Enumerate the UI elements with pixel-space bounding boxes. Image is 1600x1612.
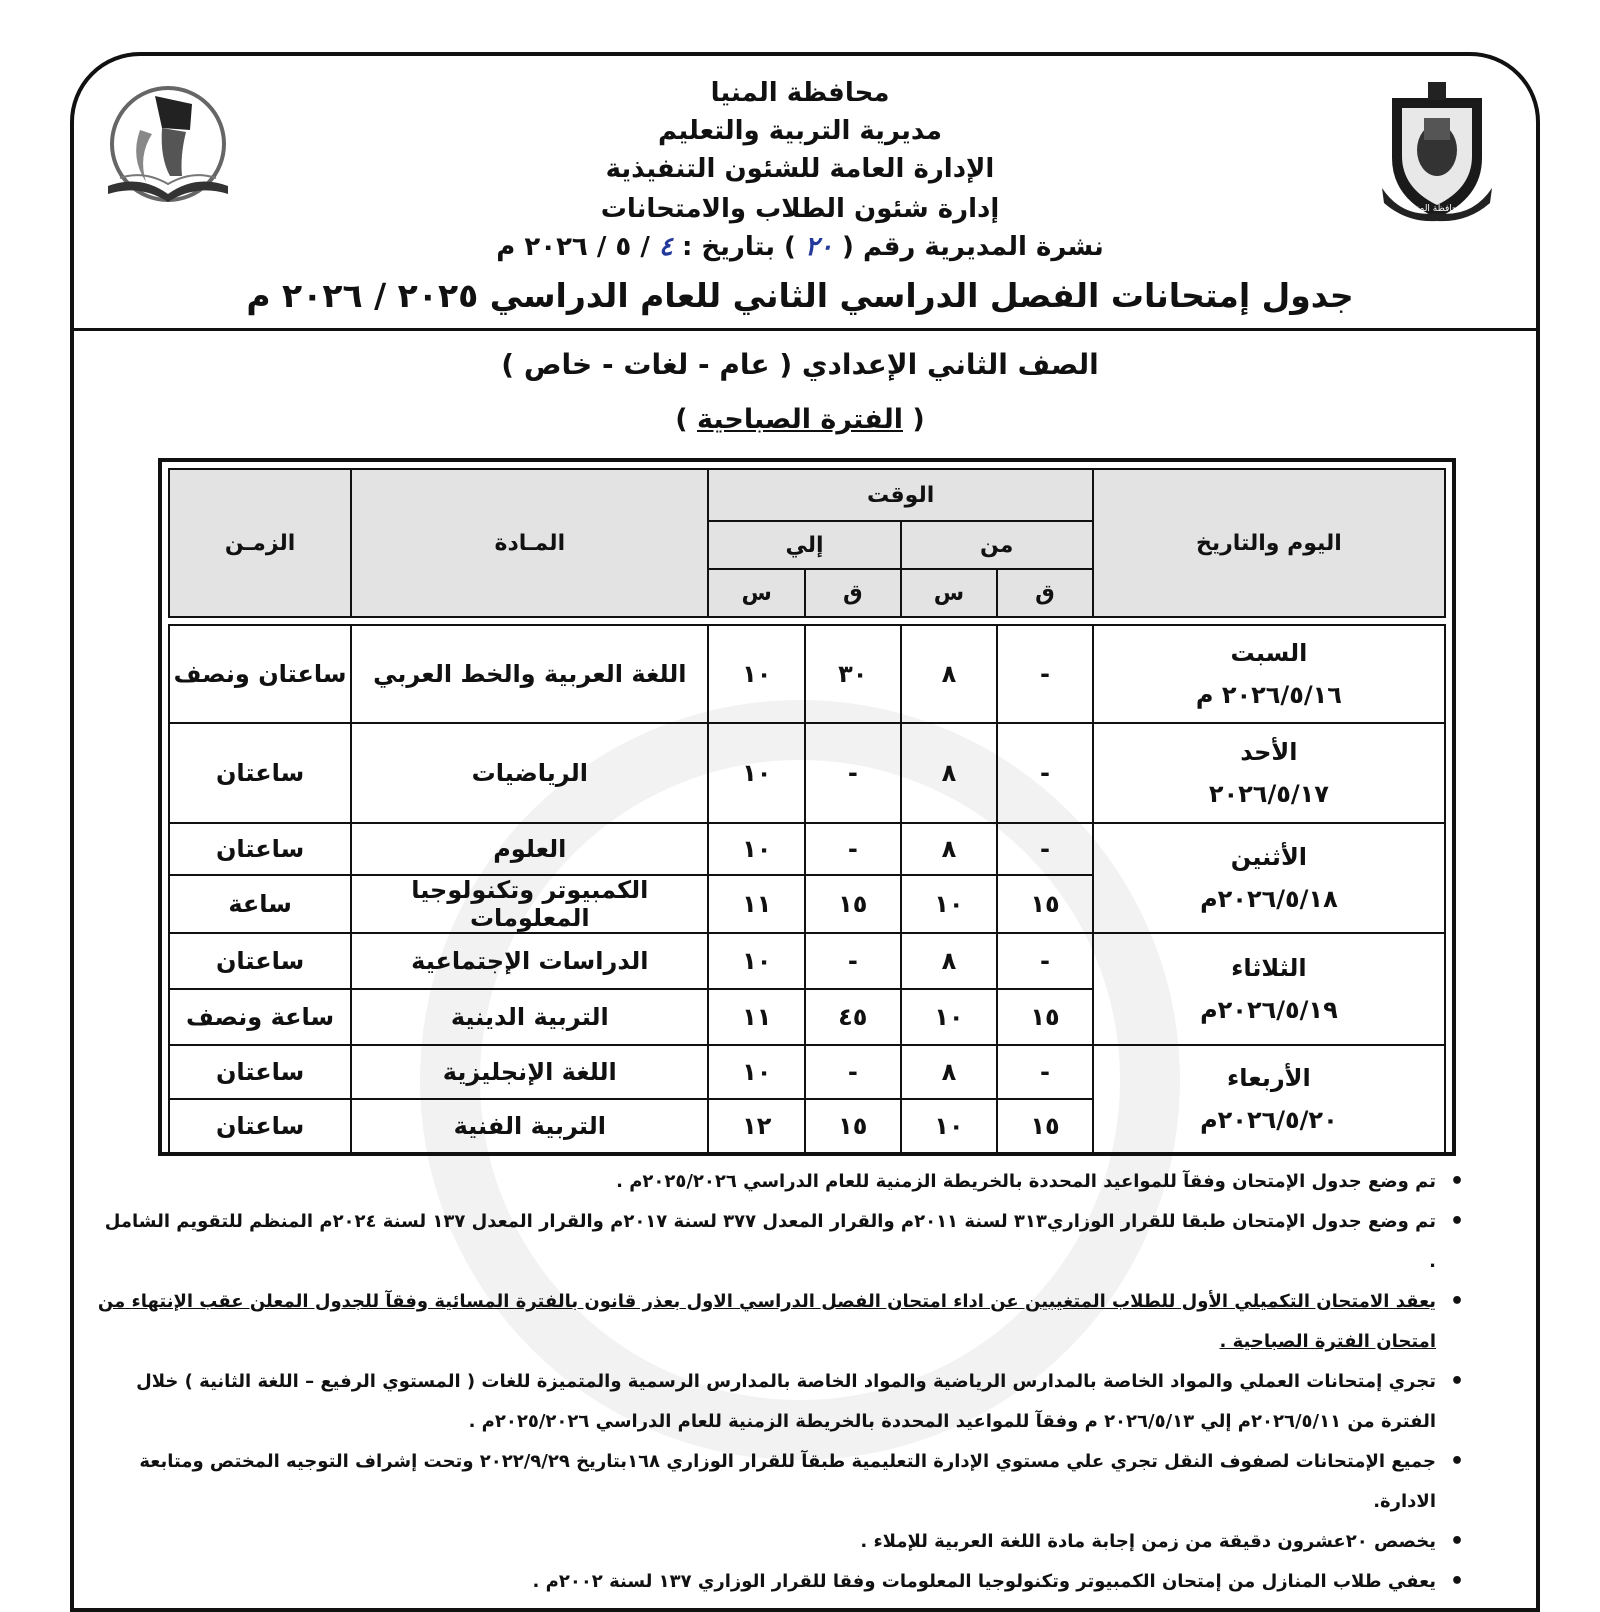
day-name: الأحد	[1240, 738, 1298, 766]
notes-section	[95, 1162, 1470, 1602]
from-hours: ١٠	[901, 989, 998, 1045]
note-item: • يخصص ٢٠عشرون دقيقة من زمن إجابة مادة اللغة العربية للإملاء .	[95, 1522, 1470, 1562]
duration: ساعة	[169, 875, 351, 933]
subject: اللغة العربية والخط العربي	[351, 625, 708, 723]
to-minutes: -	[805, 933, 901, 989]
to-minutes: -	[805, 723, 901, 823]
header-to: إلي	[708, 521, 900, 569]
to-hours: ١٠	[708, 823, 805, 875]
from-hours: ١٠	[901, 1099, 998, 1153]
day-name: الأثنين	[1230, 843, 1308, 871]
header-from-minutes: ق	[997, 569, 1093, 617]
to-hours: ١٢	[708, 1099, 805, 1153]
from-minutes: -	[997, 933, 1093, 989]
from-minutes: ١٥	[997, 1099, 1093, 1153]
exam-date: ٢٠٢٦/٥/١٨م	[1200, 885, 1338, 913]
duration: ساعتان	[169, 823, 351, 875]
note-item	[95, 1282, 1470, 1362]
header-duration: الزمـن	[169, 469, 351, 617]
note-item: • يعفي طلاب المنازل من إمتحان الكمبيوتر وتكنولوجيا المعلومات وفقا للقرار الوزاري ١٣٧ لسنة ٢٠٠٢م .	[95, 1562, 1470, 1602]
header-from-hours: س	[901, 569, 998, 617]
from-hours: ٨	[901, 1045, 998, 1099]
header-divider	[74, 328, 1536, 331]
day-date-cell	[1093, 723, 1445, 823]
exam-schedule-table	[158, 458, 1456, 1156]
header-to-minutes: ق	[805, 569, 901, 617]
exam-date: ٢٠٢٦/٥/١٦ م	[1195, 681, 1342, 709]
bulletin-prefix: نشرة المديرية رقم (	[842, 232, 1104, 262]
to-minutes: ١٥	[805, 875, 901, 933]
day-date-cell	[1093, 933, 1445, 1045]
from-minutes: -	[997, 823, 1093, 875]
header-subject: المـادة	[351, 469, 708, 617]
bulletin-date-rest: / ٥ / ٢٠٢٦ م	[496, 232, 650, 262]
subject: اللغة الإنجليزية	[351, 1045, 708, 1099]
from-minutes: -	[997, 1045, 1093, 1099]
grade-heading: الصف الثاني الإعدادي ( عام - لغات - خاص )	[501, 348, 1099, 381]
from-hours: ٨	[901, 723, 998, 823]
day-date-cell	[1093, 625, 1445, 723]
day-name: السبت	[1230, 639, 1308, 667]
to-minutes: -	[805, 823, 901, 875]
from-minutes: -	[997, 625, 1093, 723]
duration: ساعتان	[169, 933, 351, 989]
department-name: إدارة شئون الطلاب والامتحانات	[600, 194, 1000, 224]
duration: ساعتان ونصف	[169, 625, 351, 723]
subject: التربية الفنية	[351, 1099, 708, 1153]
from-minutes: -	[997, 723, 1093, 823]
from-hours: ٨	[901, 823, 998, 875]
to-hours: ١٠	[708, 625, 805, 723]
directorate-name: مديرية التربية والتعليم	[657, 116, 943, 146]
bulletin-number: ٢٠	[805, 232, 833, 262]
day-name: الثلاثاء	[1231, 954, 1307, 982]
to-minutes: ١٥	[805, 1099, 901, 1153]
note-item: • جميع الإمتحانات لصفوف النقل تجري علي مستوي الإدارة التعليمية طبقآ للقرار الوزاري ١٦٨بتاريخ ٢٠٢٢/٩/٢٩ وتحت إشراف التوجيه المختص ومتابعة الادارة.	[95, 1442, 1470, 1522]
header-to-hours: س	[708, 569, 805, 617]
from-minutes: ١٥	[997, 989, 1093, 1045]
note-item: • تم وضع جدول الإمتحان طبقا للقرار الوزاري٣١٣ لسنة ٢٠١١م والقرار المعدل ٣٧٧ لسنة ٢٠١٧م والقرار المعدل ١٣٧ لسنة ٢٠٢٤م المنظم للتقويم الشامل .	[95, 1202, 1470, 1282]
table-row	[169, 625, 1445, 723]
exam-date: ٢٠٢٦/٥/٢٠م	[1200, 1106, 1338, 1134]
note-item: • تجري إمتحانات العملي والمواد الخاصة بالمدارس الرياضية والمواد الخاصة بالمدارس الرسمية والمتميزة للغات ( المستوي الرفيع – اللغة الثانية ) خلال الفترة من ٢٠٢٦/٥/١١م إلي ٢٠٢٦/٥/١٣ م وفقآ للمواعيد المحددة بالخريطة الزمنية للعام الدراسي ٢٠٢٥/٢٠٢٦م .	[95, 1362, 1470, 1442]
bulletin-day: ٤	[658, 232, 673, 262]
to-hours: ١١	[708, 989, 805, 1045]
to-hours: ١٠	[708, 723, 805, 823]
table-row	[169, 823, 1445, 875]
duration: ساعتان	[169, 1045, 351, 1099]
from-hours: ٨	[901, 933, 998, 989]
header-time: الوقت	[708, 469, 1092, 521]
to-minutes: -	[805, 1045, 901, 1099]
emblem-caption: محافظة المنيا	[1411, 204, 1463, 214]
to-hours: ١١	[708, 875, 805, 933]
duration: ساعة ونصف	[169, 989, 351, 1045]
header-from: من	[901, 521, 1093, 569]
subject: الكمبيوتر وتكنولوجيا المعلومات	[351, 875, 708, 933]
period-heading	[200, 404, 1400, 435]
administration-name: الإدارة العامة للشئون التنفيذية	[605, 154, 995, 184]
from-hours: ٨	[901, 625, 998, 723]
note-item: • تم وضع جدول الإمتحان وفقآ للمواعيد المحددة بالخريطة الزمنية للعام الدراسي ٢٠٢٥/٢٠٢٦م .	[95, 1162, 1470, 1202]
duration: ساعتان	[169, 723, 351, 823]
table-row	[169, 1045, 1445, 1099]
subject: الدراسات الإجتماعية	[351, 933, 708, 989]
bulletin-mid: ) بتاريخ :	[681, 232, 796, 262]
schedule-title: جدول إمتحانات الفصل الدراسي الثاني للعام الدراسي ٢٠٢٥ / ٢٠٢٦ م	[246, 276, 1354, 315]
day-date-cell	[1093, 823, 1445, 933]
day-date-cell	[1093, 1045, 1445, 1153]
bulletin-line	[200, 232, 1400, 262]
governorate-name: محافظة المنيا	[710, 78, 890, 108]
period-close: )	[675, 404, 688, 435]
exam-date: ٢٠٢٦/٥/١٧	[1208, 780, 1329, 808]
period-open: (	[912, 404, 925, 435]
from-hours: ١٠	[901, 875, 998, 933]
to-hours: ١٠	[708, 933, 805, 989]
from-minutes: ١٥	[997, 875, 1093, 933]
note-text: يعقد الامتحان التكميلي الأول للطلاب المتغيبين عن اداء امتحان الفصل الدراسي الاول بعذر قانون بالفترة المسائية وفقآ للجدول المعلن عقب الإنتهاء من امتحان الفترة الصباحية .	[97, 1291, 1436, 1352]
subject: الرياضيات	[351, 723, 708, 823]
table-row	[169, 723, 1445, 823]
subject: التربية الدينية	[351, 989, 708, 1045]
day-name: الأربعاء	[1227, 1064, 1311, 1092]
period-label: الفترة الصباحية	[697, 404, 903, 435]
duration: ساعتان	[169, 1099, 351, 1153]
to-hours: ١٠	[708, 1045, 805, 1099]
exam-date: ٢٠٢٦/٥/١٩م	[1200, 996, 1338, 1024]
header-day-date: اليوم والتاريخ	[1093, 469, 1445, 617]
to-minutes: ٣٠	[805, 625, 901, 723]
to-minutes: ٤٥	[805, 989, 901, 1045]
subject: العلوم	[351, 823, 708, 875]
table-row	[169, 933, 1445, 989]
